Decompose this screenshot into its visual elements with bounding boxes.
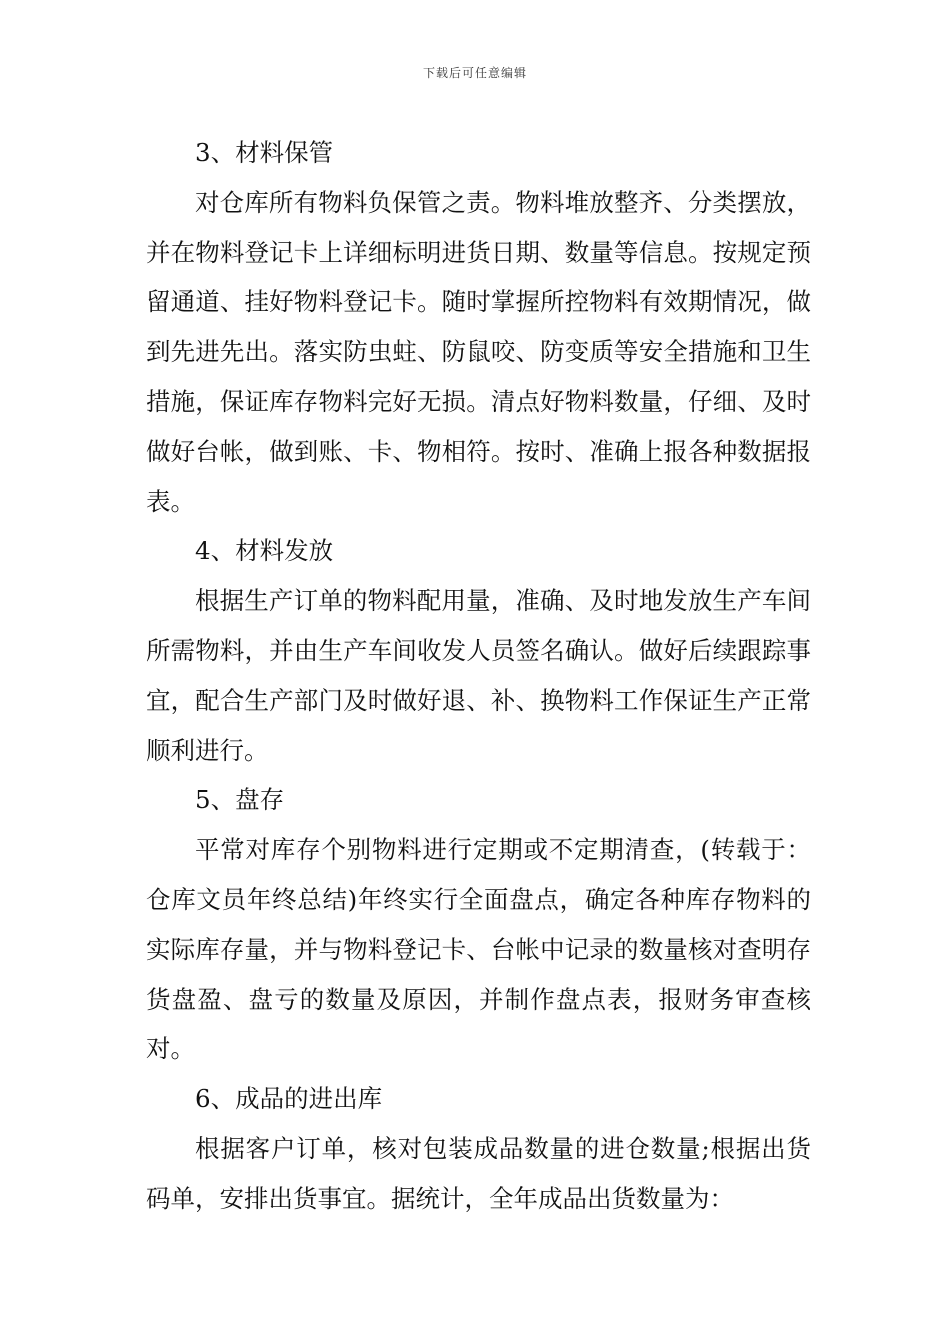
paragraph-finished-goods: 根据客户订单，核对包装成品数量的进仓数量;根据出货码单，安排出货事宜。据统计，全年成品出货数量为： [146,1133,811,1213]
section-heading-storage: 3、材料保管 [195,138,334,167]
paragraph-issuance: 根据生产订单的物料配用量，准确、及时地发放生产车间所需物料，并由生产车间收发人员签名确认。做好后续跟踪事宜，配合生产部门及时做好退、补、换物料工作保证生产正常顺利进行。 [146,586,811,765]
document-body [146,128,811,1224]
section-heading-inventory: 5、盘存 [195,785,285,815]
paragraph-storage: 对仓库所有物料负保管之责。物料堆放整齐、分类摆放，并在物料登记卡上详细标明进货日期、数量等信息。按规定预留通道、挂好物料登记卡。随时掌握所控物料有效期情况，做到先进先出。落实防虫蛀、防鼠咬、防变质等安全措施和卫生措施，保证库存物料完好无损。清点好物料数量，仔细、及时做好台帐，做到账、卡、物相符。按时、准确上报各种数据报表。 [146,187,811,516]
section-heading-issuance: 4、材料发放 [195,536,334,566]
section-heading-finished-goods: 6、成品的进出库 [195,1084,383,1114]
paragraph-inventory: 平常对库存个别物料进行定期或不定期清查，(转载于：仓库文员年终总结)年终实行全面盘点，确定各种库存物料的实际库存量，并与物料登记卡、台帐中记录的数量核对查明存货盘盈、盘亏的数量及原因，并制作盘点表，报财务审查核对。 [146,835,811,1064]
header-note: 下载后可任意编辑 [422,66,527,80]
